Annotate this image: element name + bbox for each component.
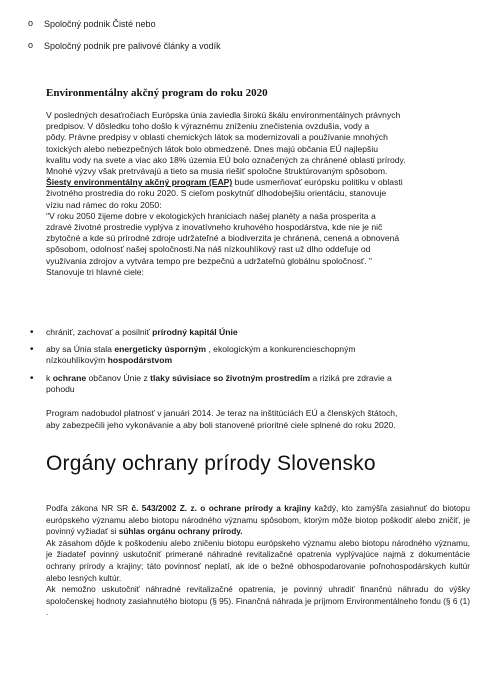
body-line: [46, 177, 471, 188]
law-text: Podľa zákona NR SR: [46, 503, 132, 513]
quote-line: "V roku 2050 žijeme dobre v ekologických hraniciach našej planéty a naša prosperita a: [46, 210, 376, 221]
law-bold: súhlas orgánu ochrany prírody.: [118, 526, 243, 537]
eap-after-text: bude usmerňovať európsku politiku v oblasti: [232, 177, 403, 188]
section-heading-env-program: Environmentálny akčný program do roku 2020: [46, 87, 268, 99]
goals-list: [28, 327, 468, 401]
program-paragraph: [46, 408, 471, 431]
quote-line: využívania zdrojov a vytvára tempo pre bezpečnú a udržateľnú globálnu spoločnosť. ": [46, 255, 372, 266]
goal-bold: prírodný kapitál Únie: [152, 327, 238, 337]
body-line: životného prostredia do roku 2020. S cieľom poskytnúť dlhodobejšiu orientáciu, stanovuje: [46, 188, 387, 199]
goal-bold: ochrane: [52, 372, 87, 383]
goal-bold: hospodárstvom: [107, 355, 173, 366]
quote-line: spôsobom, odolnosť našej spoločnosti.Na náš nízkouhlíkový rast už dlho oddeľuje od: [46, 244, 371, 255]
goal-bold: energeticky úsporným: [114, 344, 207, 355]
goal-text: a riziká pre zdravie a: [310, 372, 392, 383]
goal-text: , ekologickým a konkurencieschopným: [206, 344, 356, 355]
goal-bold: tlaky súvisiace so životným prostredím: [150, 372, 311, 383]
goal-text: aby sa Únia stala: [46, 344, 115, 355]
law-text: Ak nemožno uskutočniť náhradné revitalizačné opatrenia, je povinný uhradiť finančnú náhradu do výšky spoločenskej hodnoty zasiahnutého biotopu (§ 95). Finančná náhrada je príjmom Environmentálneho fondu (§ 6 (1) .: [46, 584, 470, 618]
law-text: každý, kto zamýšľa zasiahnuť do biotopu európskeho významu alebo biotopu národného významu spôsobom, ktorým môže biotop poškodiť alebo zničiť, je povinný vyžiadať si: [46, 503, 470, 537]
quote-line: zdravé životné prostredie vyplýva z inovatívneho kruhového hospodárstva, kde nie je nič: [46, 222, 383, 233]
eap-link[interactable]: Šiesty environmentálny akčný program (EAP): [46, 177, 233, 188]
env-program-body: [46, 110, 471, 278]
list-item: o Spoločný podnik pre palivové články a vodík: [28, 40, 468, 53]
quote-line: zbytočné a kde sú prírodné zdroje udržateľné a biodiverzita je chránená, cenená a obnovená: [46, 233, 400, 244]
goal-text: chrániť, zachovať a posilniť: [46, 327, 153, 337]
goal-text: občanov Únie z: [86, 372, 151, 383]
body-line: Stanovuje tri hlavné ciele:: [46, 266, 144, 277]
goal-text: pohodu: [46, 383, 75, 394]
body-line: Program nadobudol platnosť v januári 2014. Je teraz na inštitúciách EÚ a členských štátoch,: [46, 408, 398, 418]
list-item: [28, 327, 468, 338]
law-text: Ak zásahom dôjde k poškodeniu alebo zničeniu biotopu európskeho významu alebo biotopu národného významu, je žiadateľ povinný uskutočniť primerané náhradné revitalizačné opatrenia vyplývajúce najmä z dokumentácie ochrany prírody a krajiny; táto povinnosť neplatí, ak ide o bežné obhospodarovanie poľnohospodárskych kultúr alebo lesných kultúr.: [46, 537, 470, 583]
section-heading-org: Orgány ochrany prírody Slovensko: [46, 452, 376, 475]
goal-text: nízkouhlíkovým: [46, 355, 108, 366]
top-bullet-list: [28, 18, 468, 62]
body-line: predpisov. V dôsledku toho došlo k výraznému zníženiu znečistenia ovzdušia, vody a: [46, 121, 370, 132]
body-line: Mnohé výzvy však pretrvávajú a tieto sa musia riešiť spoločne štruktúrovaným spôsobom.: [46, 166, 388, 177]
law-paragraph: [46, 503, 470, 619]
goal-text: k: [46, 372, 53, 383]
list-item: o Spoločný podnik Čisté nebo: [28, 18, 468, 31]
body-line: toxických alebo nebezpečných látok bolo obmedzené. Dnes majú občania EÚ najlepšiu: [46, 143, 379, 154]
list-item: [28, 373, 468, 395]
body-line: aby zabezpečili jeho vykonávanie a aby boli stanovené prioritné ciele splnené do roku 2020.: [46, 419, 396, 430]
body-line: pôdy. Právne predpisy v oblasti chemických látok sa modernizovali a používanie mnohých: [46, 132, 388, 143]
body-line: víziu nad rámec do roku 2050:: [46, 199, 162, 210]
body-line: kvalitu vody na svete a viac ako 18% územia EÚ bolo označených za chránené oblasti prírody.: [46, 154, 406, 165]
law-bold: č. 543/2002 Z. z. o ochrane prírody a krajiny: [131, 503, 312, 513]
body-line: V posledných desaťročiach Európska únia zaviedla širokú škálu environmentálnych právnych: [46, 110, 401, 120]
list-item: [28, 344, 468, 366]
